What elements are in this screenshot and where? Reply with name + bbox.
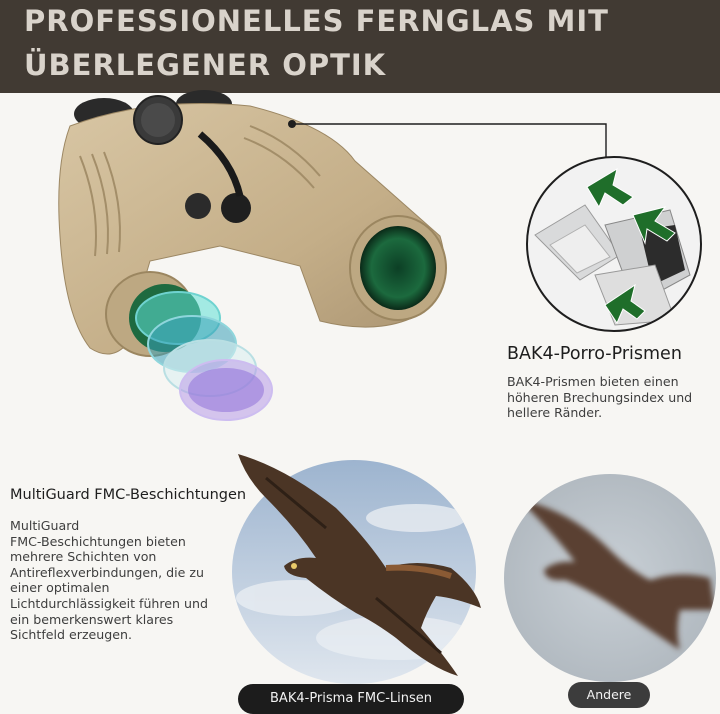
headline-line-1: PROFESSIONELLES FERNGLAS MIT <box>24 4 609 38</box>
prism-description-line: BAK4-Prismen bieten einen <box>507 374 679 389</box>
comparison-label-bak4: BAK4-Prisma FMC-Linsen <box>238 684 464 714</box>
coating-title: MultiGuard FMC-Beschichtungen <box>10 487 247 503</box>
comparison-label-other: Andere <box>568 682 650 708</box>
coating-description-line: Antireflexverbindungen, die zu <box>10 564 204 580</box>
objective-lens-right <box>360 226 436 310</box>
blurry-view-image <box>500 470 720 686</box>
coating-description <box>10 518 242 643</box>
header-banner <box>0 0 720 93</box>
coating-description-line: einer optimalen <box>10 580 110 596</box>
coating-description-line: ein bemerkenswert klares <box>10 611 174 627</box>
coating-description-line: FMC-Beschichtungen bieten <box>10 533 186 549</box>
coating-description-line: mehrere Schichten von <box>10 549 157 565</box>
coating-layers <box>136 292 272 420</box>
clear-view-image <box>226 448 486 688</box>
prism-detail-image <box>525 155 703 333</box>
prism-description <box>507 374 717 421</box>
headline-line-2: ÜBERLEGENER OPTIK <box>24 48 387 82</box>
focus-knob <box>221 193 251 223</box>
prism-description-line: höheren Brechungsindex und <box>507 389 693 405</box>
prism-title: BAK4-Porro-Prismen <box>507 344 682 364</box>
coating-description-line: MultiGuard <box>10 518 80 533</box>
prism-description-line: hellere Ränder. <box>507 405 603 421</box>
coating-description-line: Lichtdurchlässigkeit führen und <box>10 595 208 611</box>
coating-description-line: Sichtfeld erzeugen. <box>10 627 133 643</box>
